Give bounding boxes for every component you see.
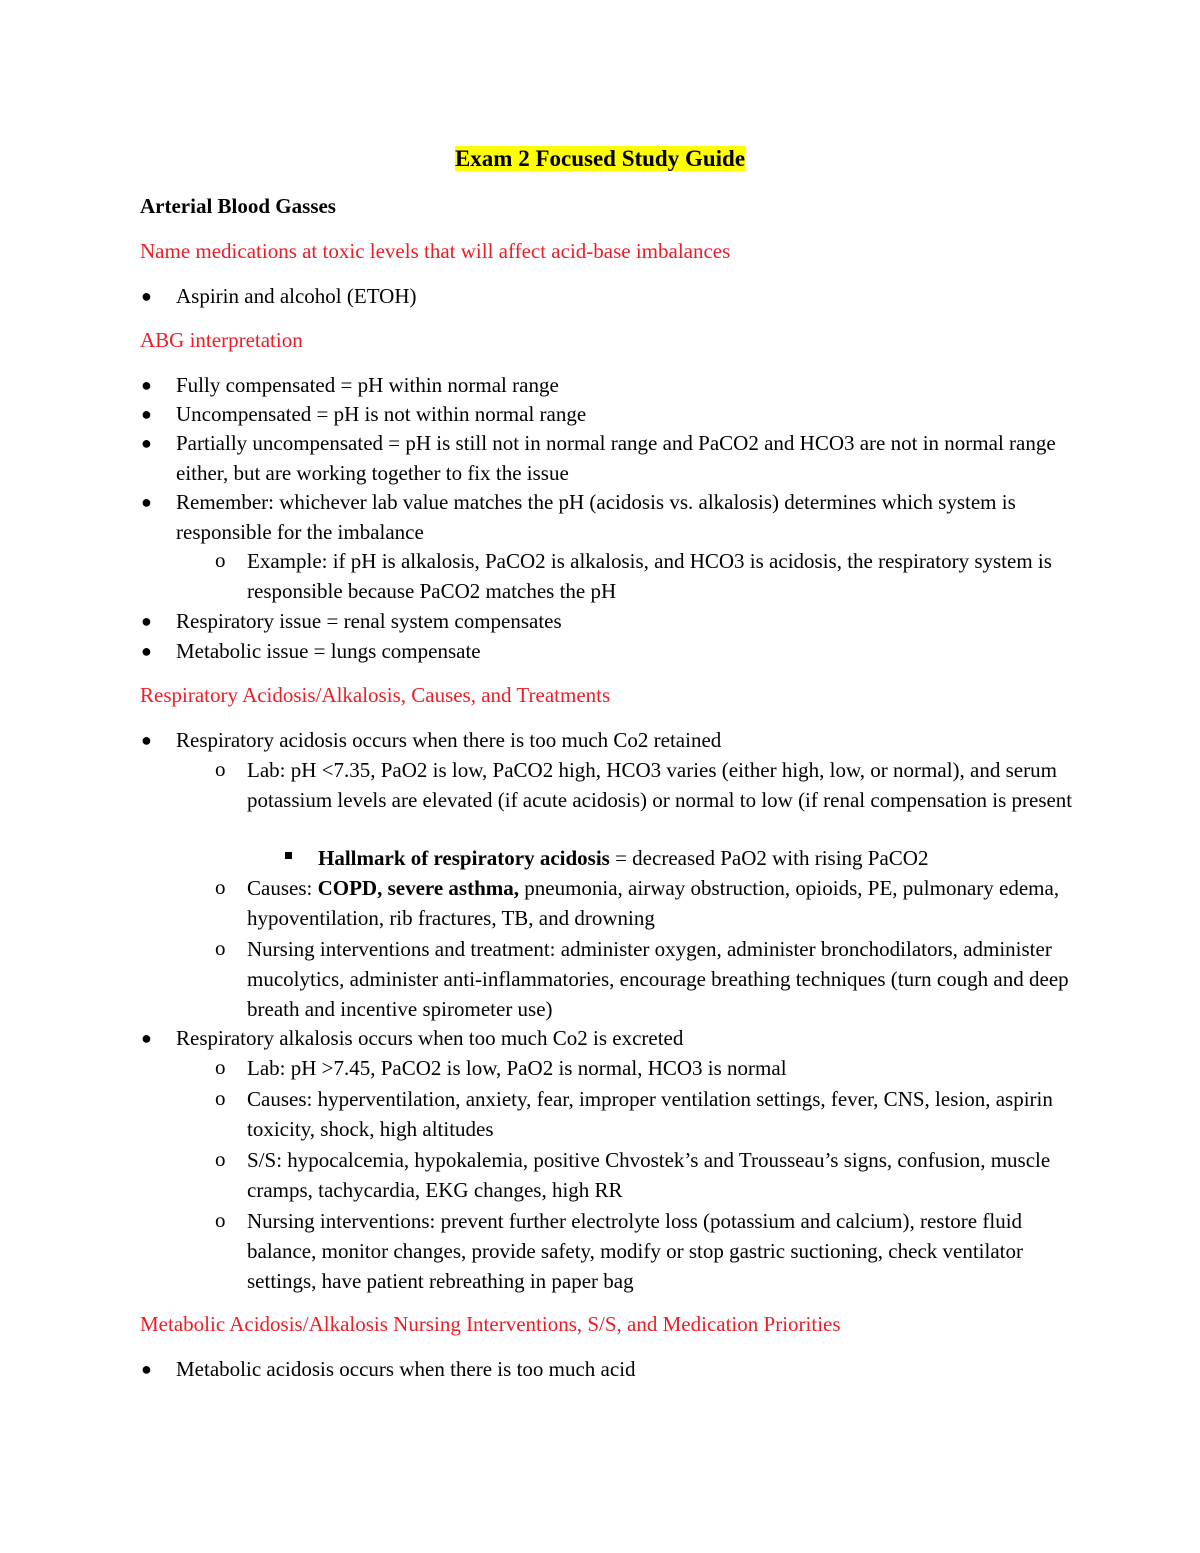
sub-list-item: o Causes: hyperventilation, anxiety, fear, improper ventilation settings, fever, CNS, lesion, aspirin toxicity, shock, high altitudes (247, 1084, 1077, 1144)
bullet-icon: ● (141, 404, 152, 424)
list-item: ● Respiratory issue = renal system compensates (176, 606, 1076, 636)
sub-list-item: o Example: if pH is alkalosis, PaCO2 is alkalosis, and HCO3 is acidosis, the respiratory system is responsible because PaCO2 matches the pH (247, 546, 1077, 606)
circle-bullet-icon: o (215, 548, 226, 572)
bullet-icon: ● (141, 433, 152, 453)
list-item: ● Fully compensated = pH within normal range (176, 370, 1076, 400)
sub-list-item: o Lab: pH >7.45, PaCO2 is low, PaO2 is normal, HCO3 is normal (247, 1053, 1077, 1083)
bullet-icon: ● (141, 375, 152, 395)
circle-bullet-icon: o (215, 1086, 226, 1110)
circle-bullet-icon: o (215, 1208, 226, 1232)
bullet-icon: ● (141, 641, 152, 661)
circle-bullet-icon: o (215, 875, 226, 899)
square-bullet-icon (285, 852, 292, 859)
sub-list-item: o Nursing interventions and treatment: administer oxygen, administer bronchodilators, administer mucolytics, administer anti-inflammatories, encourage breathing techniques (turn cough and deep breath and incentive spirometer use) (247, 934, 1077, 1024)
bullet-icon: ● (141, 1359, 152, 1379)
list-item: ● Metabolic issue = lungs compensate (176, 636, 1076, 666)
document-title: Exam 2 Focused Study Guide (454, 146, 746, 171)
metabolic-heading: Metabolic Acidosis/Alkalosis Nursing Interventions, S/S, and Medication Priorities (140, 1312, 841, 1336)
circle-bullet-icon: o (215, 1147, 226, 1171)
list-item: ● Respiratory acidosis occurs when there is too much Co2 retained (176, 725, 1076, 755)
medications-heading: Name medications at toxic levels that will affect acid-base imbalances (140, 239, 731, 263)
sub-sub-list-item: Hallmark of respiratory acidosis = decreased PaO2 with rising PaCO2 (318, 843, 1078, 873)
list-item: ● Uncompensated = pH is not within normal range (176, 399, 1076, 429)
bullet-icon: ● (141, 730, 152, 750)
circle-bullet-icon: o (215, 757, 226, 781)
list-item: ● Partially uncompensated = pH is still not in normal range and PaCO2 and HCO3 are not in normal range either, but are working together to fix the issue (176, 428, 1076, 488)
section-heading: Arterial Blood Gasses (140, 194, 336, 218)
sub-list-item: o Causes: COPD, severe asthma, pneumonia, airway obstruction, opioids, PE, pulmonary edema, hypoventilation, rib fractures, TB, and drowning (247, 873, 1077, 933)
bullet-icon: ● (141, 611, 152, 631)
sub-list-item: o S/S: hypocalcemia, hypokalemia, positive Chvostek’s and Trousseau’s signs, confusion, muscle cramps, tachycardia, EKG changes, high RR (247, 1145, 1077, 1205)
bullet-icon: ● (141, 492, 152, 512)
sub-list-item: o Lab: pH <7.35, PaO2 is low, PaCO2 high, HCO3 varies (either high, low, or normal), and serum potassium levels are elevated (if acute acidosis) or normal to low (if renal compensation is present (247, 755, 1077, 815)
list-item: ● Remember: whichever lab value matches the pH (acidosis vs. alkalosis) determines which system is responsible for the imbalance (176, 487, 1076, 547)
circle-bullet-icon: o (215, 936, 226, 960)
list-item: ● Metabolic acidosis occurs when there is too much acid (176, 1354, 1076, 1384)
abg-heading: ABG interpretation (140, 328, 303, 352)
bullet-icon: ● (141, 286, 152, 306)
list-item: ● Aspirin and alcohol (ETOH) (176, 281, 1076, 311)
circle-bullet-icon: o (215, 1055, 226, 1079)
sub-list-item: o Nursing interventions: prevent further electrolyte loss (potassium and calcium), restore fluid balance, monitor changes, provide safety, modify or stop gastric suctioning, check ventilator settings, have patient rebreathing in paper bag (247, 1206, 1077, 1296)
respiratory-heading: Respiratory Acidosis/Alkalosis, Causes, and Treatments (140, 683, 611, 707)
list-item: ● Respiratory alkalosis occurs when too much Co2 is excreted (176, 1023, 1076, 1053)
bullet-icon: ● (141, 1028, 152, 1048)
